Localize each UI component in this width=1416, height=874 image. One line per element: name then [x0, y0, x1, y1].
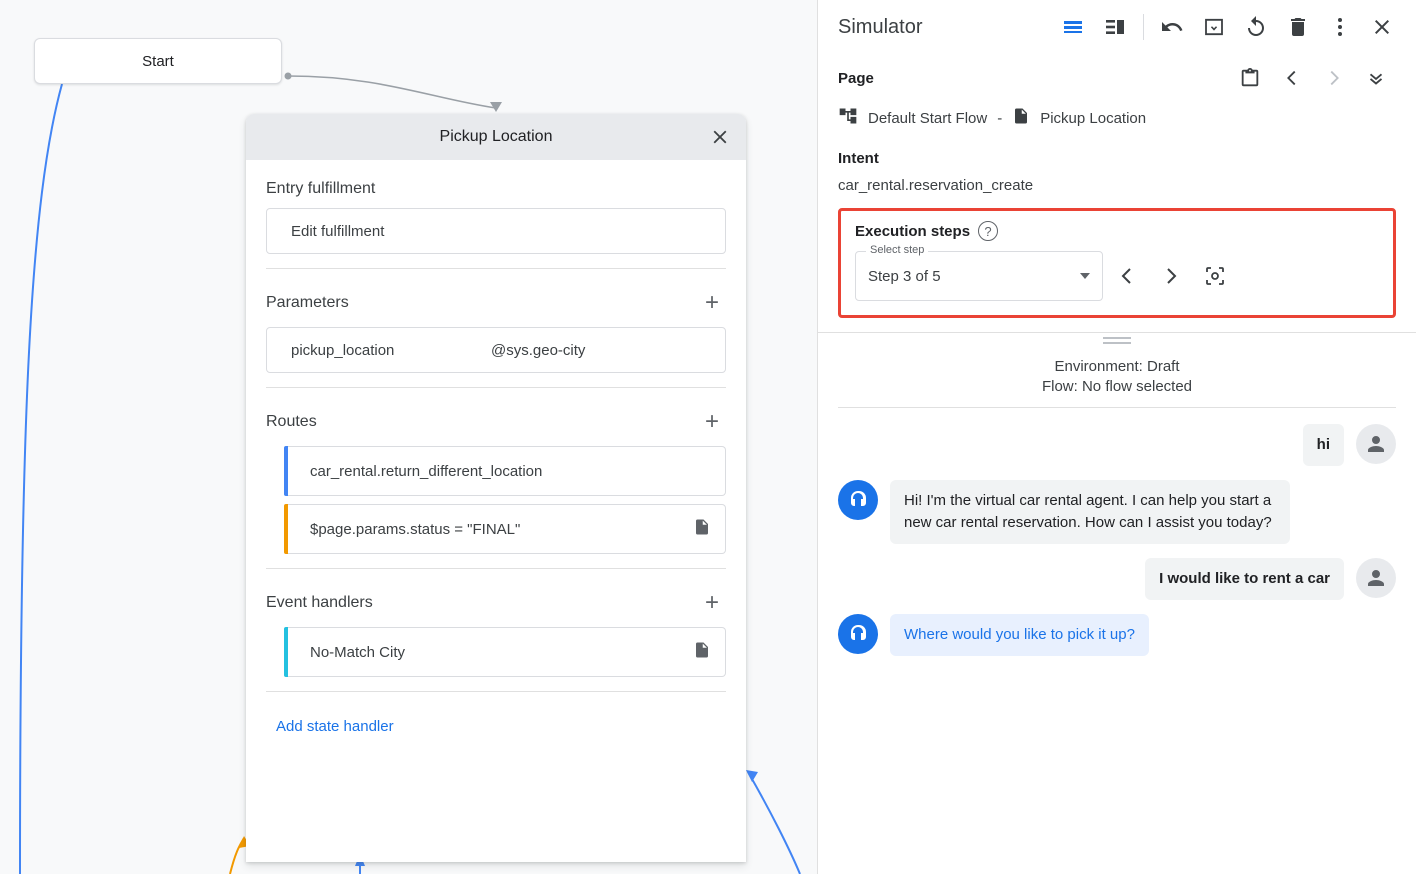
chat-divider	[838, 407, 1396, 408]
simulator-body	[818, 54, 1416, 318]
breadcrumb-separator: -	[997, 109, 1003, 127]
layout-stacked-icon[interactable]	[1053, 7, 1093, 47]
clipboard-icon[interactable]	[1230, 58, 1270, 98]
next-step-button[interactable]	[1151, 256, 1191, 296]
execution-steps-controls	[855, 244, 1379, 301]
section-title: Parameters	[266, 294, 349, 311]
section-entry-fulfillment	[266, 160, 726, 269]
intent-value[interactable]: car_rental.reservation_create	[838, 177, 1034, 194]
page-icon	[1012, 107, 1030, 129]
user-avatar-icon	[1356, 424, 1396, 464]
route-color-bar	[284, 446, 288, 496]
start-node-label: Start	[142, 52, 174, 70]
chevron-left-icon[interactable]	[1272, 58, 1312, 98]
edit-fulfillment-button[interactable]	[266, 208, 726, 254]
execution-steps-header	[855, 221, 1379, 241]
page-card-header	[246, 114, 746, 160]
close-icon[interactable]	[1362, 7, 1402, 47]
intent-label: Intent	[838, 150, 879, 167]
page-card-body	[246, 160, 746, 745]
simulator-panel	[818, 0, 1416, 874]
delete-icon[interactable]	[1278, 7, 1318, 47]
add-state-handler-label: Add state handler	[276, 718, 394, 735]
chat-message-agent	[838, 480, 1396, 544]
restart-icon[interactable]	[1236, 7, 1276, 47]
chat-message-agent	[838, 614, 1396, 656]
flow-line: Flow: No flow selected	[1041, 378, 1193, 395]
event-handler-color-bar	[284, 627, 288, 677]
execution-steps-label: Execution steps	[855, 222, 971, 240]
section-routes	[266, 388, 726, 569]
previous-step-button[interactable]	[1107, 256, 1147, 296]
page-row	[838, 54, 1396, 98]
page-label: Page	[838, 69, 874, 87]
parameter-name: pickup_location	[291, 341, 395, 359]
edit-fulfillment-label: Edit fulfillment	[291, 222, 385, 240]
chat-message-user	[838, 424, 1396, 466]
document-icon[interactable]	[693, 641, 711, 663]
toolbar-divider	[1143, 14, 1144, 40]
chevron-down-icon[interactable]	[1080, 273, 1090, 279]
event-handler-label: No-Match City	[310, 643, 406, 661]
add-route-button[interactable]: +	[704, 408, 719, 435]
breadcrumb-page[interactable]: Pickup Location	[1040, 109, 1147, 127]
select-step-value: Step 3 of 5	[868, 267, 941, 285]
chat-bubble: I would like to rent a car	[1145, 558, 1344, 600]
chat-bubble[interactable]: Where would you like to pick it up?	[890, 614, 1149, 656]
chevron-right-icon[interactable]	[1314, 58, 1354, 98]
section-title: Entry fulfillment	[266, 180, 376, 197]
agent-avatar-icon	[838, 480, 878, 520]
add-state-handler-button[interactable]	[266, 692, 726, 745]
help-icon[interactable]: ?	[978, 221, 998, 241]
page-card[interactable]	[246, 114, 746, 862]
undo-icon[interactable]	[1152, 7, 1192, 47]
parameter-type: @sys.geo-city	[491, 341, 586, 359]
breadcrumb	[838, 98, 1396, 130]
breadcrumb-flow[interactable]: Default Start Flow	[868, 109, 988, 127]
section-header	[266, 402, 726, 446]
route-label: car_rental.return_different_location	[310, 462, 543, 480]
layout-split-icon[interactable]	[1095, 7, 1135, 47]
section-header	[266, 583, 726, 627]
collapse-icon[interactable]	[1356, 58, 1396, 98]
add-parameter-button[interactable]: +	[704, 289, 719, 316]
parameter-row[interactable]	[266, 327, 726, 373]
simulator-header	[818, 0, 1416, 54]
execution-steps-panel	[838, 208, 1396, 318]
select-step-dropdown[interactable]	[855, 244, 1103, 301]
save-download-icon[interactable]	[1194, 7, 1234, 47]
document-icon[interactable]	[693, 518, 711, 540]
user-avatar-icon	[1356, 558, 1396, 598]
start-node[interactable]	[34, 38, 282, 84]
section-title: Event handlers	[266, 594, 373, 611]
chat-transcript	[818, 347, 1416, 874]
page-nav	[1230, 58, 1396, 98]
route-label: $page.params.status = "FINAL"	[310, 520, 521, 538]
route-row[interactable]	[288, 504, 726, 554]
section-parameters	[266, 269, 726, 388]
chat-bubble: hi	[1303, 424, 1344, 466]
more-options-icon[interactable]	[1320, 7, 1360, 47]
section-event-handlers	[266, 569, 726, 692]
section-header	[266, 283, 726, 327]
route-color-bar	[284, 504, 288, 554]
route-row[interactable]	[288, 446, 726, 496]
simulator-title: Simulator	[838, 15, 923, 38]
chat-message-user	[838, 558, 1396, 600]
section-header	[266, 174, 726, 208]
page-card-title: Pickup Location	[439, 128, 553, 145]
agent-avatar-icon	[838, 614, 878, 654]
chat-bubble: Hi! I'm the virtual car rental agent. I can help you start a new car rental reservation. How can I assist you today?	[890, 480, 1290, 544]
center-focus-icon[interactable]	[1195, 256, 1235, 296]
environment-line: Environment: Draft	[1054, 358, 1180, 375]
panel-drag-handle[interactable]	[818, 333, 1416, 347]
section-title: Routes	[266, 413, 317, 430]
flow-icon	[838, 106, 858, 130]
event-handler-row[interactable]	[288, 627, 726, 677]
select-step-label: Select step	[866, 244, 928, 256]
add-event-handler-button[interactable]: +	[704, 589, 719, 616]
close-icon[interactable]	[704, 121, 736, 153]
